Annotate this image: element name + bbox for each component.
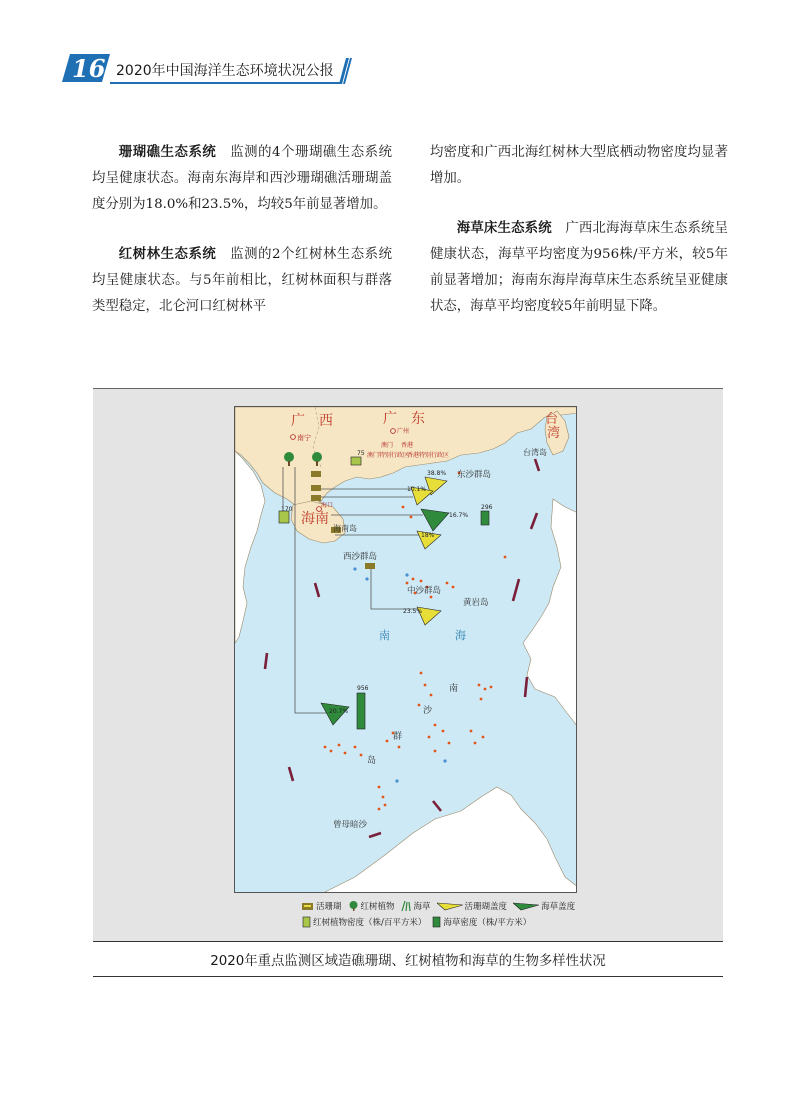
coral-reef-paragraph bbox=[92, 140, 392, 218]
map-label-hainan: 海南 bbox=[301, 511, 329, 527]
seagrass-heading: 海草床生态系统 bbox=[456, 221, 552, 236]
map-label-hk-sar: 香港特别行政区 bbox=[407, 452, 450, 459]
legend-seagrass-density-label: 海草密度（株/平方米） bbox=[443, 918, 532, 928]
map-label-nanning: 南宁 bbox=[297, 434, 311, 442]
seagrass-paragraph bbox=[430, 216, 728, 320]
seagrass-cover-icon bbox=[513, 901, 539, 911]
coral-reef-heading: 珊瑚礁生态系统 bbox=[118, 145, 217, 160]
borneo-landmass bbox=[321, 787, 577, 893]
legend-coral-cover-label: 活珊瑚盖度 bbox=[464, 902, 508, 912]
legend-mangrove-plant-label: 红树植物 bbox=[360, 902, 395, 912]
legend-seagrass-density bbox=[432, 916, 531, 928]
coral-cover-icon bbox=[437, 901, 463, 911]
coral-reef-text: 监测的4个珊瑚礁生态系统均呈健康状态。海南东海岸和西沙珊瑚礁活珊瑚盖度分别为18.0%和23.5%，均较5年前显著增加。 bbox=[92, 145, 392, 212]
south-china-sea-map bbox=[234, 406, 577, 893]
legend-mangrove-plant bbox=[348, 900, 395, 912]
map-label-nan-sea-2: 海 bbox=[455, 629, 466, 642]
value-coral-10: 10.1% bbox=[407, 486, 427, 493]
figure-top-rule bbox=[93, 388, 723, 389]
map-label-nansha-2: 沙 bbox=[423, 706, 433, 716]
map-label-xisha: 西沙群岛 bbox=[343, 552, 378, 562]
value-coral-hainan: 18% bbox=[421, 532, 435, 539]
value-mangrove-guangxi: 75 bbox=[357, 450, 365, 457]
map-label-haikou: 海口 bbox=[321, 502, 334, 509]
page-header bbox=[62, 52, 352, 84]
vietnam-landmass bbox=[235, 451, 265, 643]
map-label-huangyan: 黄岩岛 bbox=[463, 598, 489, 608]
map-label-macau: 澳门 bbox=[381, 442, 394, 449]
legend-seagrass bbox=[401, 900, 431, 912]
seagrass-icon bbox=[401, 901, 412, 911]
value-seagrass-cover-hainan: 16.7% bbox=[449, 512, 469, 519]
mangrove-paragraph bbox=[92, 242, 392, 320]
map-label-zhongsha: 中沙群岛 bbox=[407, 586, 442, 596]
figure-caption: 2020年重点监测区域造礁珊瑚、红树植物和海草的生物多样性状况 bbox=[210, 954, 606, 969]
monitoring-points bbox=[353, 567, 446, 782]
mangrove-icon bbox=[348, 901, 359, 911]
map-label-nansha-3: 群 bbox=[393, 732, 403, 742]
coral-icon bbox=[302, 902, 314, 911]
legend-live-coral bbox=[302, 900, 342, 912]
value-coral-xisha: 23.5% bbox=[403, 608, 423, 615]
map-label-taiwan-island: 台湾岛 bbox=[523, 448, 547, 457]
header-slash-icon bbox=[338, 58, 352, 84]
map-label-guangzhou: 广州 bbox=[397, 428, 410, 435]
coral-cover-wedges bbox=[411, 477, 447, 625]
value-seagrass-nansha-density: 956 bbox=[357, 685, 369, 692]
left-column bbox=[92, 140, 392, 320]
map-label-hainan-island: 海南岛 bbox=[333, 524, 357, 533]
legend-seagrass-label: 海草 bbox=[413, 902, 431, 912]
caption-bottom-rule bbox=[93, 976, 723, 977]
legend-seagrass-cover-label: 海草盖度 bbox=[541, 902, 576, 912]
map-label-dongsha: 东沙群岛 bbox=[457, 470, 492, 480]
map-label-nan-sea-1: 南 bbox=[379, 629, 390, 642]
header-rule bbox=[110, 82, 342, 84]
value-mangrove-beilun: 170 bbox=[281, 506, 293, 513]
map-graphic bbox=[235, 407, 577, 893]
legend-seagrass-cover bbox=[513, 900, 575, 912]
publication-title: 2020年中国海洋生态环境状况公报 bbox=[116, 63, 334, 79]
value-coral-dongsha: 38.8% bbox=[427, 470, 447, 477]
mangrove-continued-text: 均密度和广西北海红树林大型底栖动物密度均显著增加。 bbox=[430, 145, 728, 186]
map-label-nansha-4: 岛 bbox=[367, 756, 377, 766]
legend-live-coral-label: 活珊瑚 bbox=[316, 902, 342, 912]
map-label-guangdong: 广 东 bbox=[383, 411, 425, 427]
legend-mangrove-density-label: 红树植物密度（株/百平方米） bbox=[313, 918, 427, 928]
seagrass-density-bar-icon bbox=[432, 916, 441, 928]
map-label-macau-sar: 澳门特别行政区 bbox=[367, 452, 410, 459]
map-label-zengmu: 曾母暗沙 bbox=[333, 820, 368, 830]
map-label-guangxi: 广 西 bbox=[291, 413, 333, 429]
map-label-hongkong: 香港 bbox=[401, 442, 414, 449]
mangrove-heading: 红树林生态系统 bbox=[118, 247, 217, 262]
map-label-taiwan-2: 湾 bbox=[547, 426, 561, 441]
seagrass-text: 广西北海海草床生态系统呈健康状态，海草平均密度为956株/平方米，较5年前显著增加；海南东海岸海草床生态系统呈亚健康状态，海草平均密度较5年前明显下降。 bbox=[430, 221, 728, 314]
value-seagrass-cover-south: 20.7% bbox=[329, 708, 349, 715]
reef-markers bbox=[324, 472, 507, 811]
caption-top-rule bbox=[93, 941, 723, 942]
legend-row-2 bbox=[302, 914, 602, 930]
page-number-badge bbox=[62, 52, 110, 84]
mangrove-density-bar-icon bbox=[302, 916, 311, 928]
page-number: 16 bbox=[72, 54, 106, 83]
value-seagrass-hainan-density: 296 bbox=[481, 504, 493, 511]
map-label-nansha-1: 南 bbox=[449, 684, 459, 694]
legend-coral-cover bbox=[437, 900, 508, 912]
right-column bbox=[430, 140, 728, 320]
mangrove-text: 监测的2个红树林生态系统均呈健康状态。与5年前相比，红树林面积与群落类型稳定，北仑河口红树林平 bbox=[92, 247, 392, 314]
map-legend bbox=[302, 898, 602, 930]
philippines-landmass bbox=[523, 499, 577, 727]
map-label-taiwan-1: 台 bbox=[545, 412, 559, 427]
legend-row-1 bbox=[302, 898, 602, 914]
legend-mangrove-density bbox=[302, 916, 426, 928]
